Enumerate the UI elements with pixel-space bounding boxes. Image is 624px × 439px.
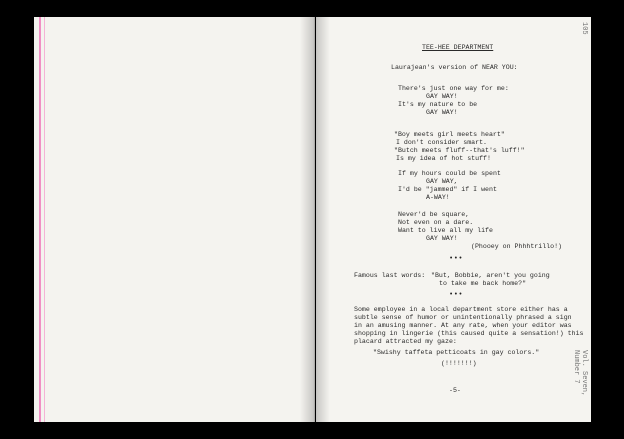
margin-note-bottom: Vol. Seven, Number 7 [572, 350, 588, 397]
verse-line: "Boy meets girl meets heart" [394, 131, 505, 138]
sign-quote: "Swishy taffeta petticoats in gay colors." [373, 349, 540, 356]
verse-line: GAY WAY! [426, 109, 458, 116]
right-page [316, 17, 591, 422]
verse-line: I don't consider smart. [396, 139, 488, 146]
pink-edge-line [39, 17, 41, 422]
exclamation-line: (!!!!!!!) [441, 360, 477, 367]
famous-label: Famous last words: [354, 272, 426, 279]
verse-line: If my hours could be spent [398, 170, 501, 177]
left-page [34, 17, 315, 422]
credit-line: (Phooey on Phhhtrillo!) [471, 243, 563, 250]
intro-line: Laurajean's version of NEAR YOU: [391, 64, 518, 71]
page-number: -5- [449, 387, 461, 394]
paragraph-line: shopping in lingerie (this caused quite a sensation!) this [354, 330, 584, 337]
verse-line: There's just one way for me: [398, 85, 509, 92]
paragraph-line: in an amusing manner. At any rate, when your editor was [354, 322, 572, 329]
margin-note-top: 105 [580, 22, 588, 35]
verse-line: Is my idea of hot stuff! [396, 155, 491, 162]
verse-line: A-WAY! [426, 194, 450, 201]
verse-line: GAY WAY, [426, 178, 458, 185]
verse-line: GAY WAY! [426, 93, 458, 100]
verse-line: GAY WAY! [426, 235, 458, 242]
section-title: TEE-HEE DEPARTMENT [422, 44, 494, 51]
separator-dots: ••• [449, 255, 464, 263]
separator-dots: ••• [449, 291, 464, 299]
paragraph-line: Some employee in a local department store either has a [354, 306, 568, 313]
paragraph-line: placard attracted my gaze: [354, 338, 457, 345]
verse-line: Want to live all my life [398, 227, 493, 234]
pink-edge-line-inner [44, 17, 45, 422]
verse-line: Never'd be square, [398, 211, 470, 218]
famous-quote-line: "But, Bobbie, aren't you going [431, 272, 550, 279]
verse-line: I'd be "jammed" if I went [398, 186, 497, 193]
verse-line: Not even on a dare. [398, 219, 474, 226]
famous-quote-line: to take me back home?" [439, 280, 527, 287]
page-content [316, 17, 591, 422]
paragraph-line: subtle sense of humor or unintentionally phrased a sign [354, 314, 572, 321]
verse-line: It's my nature to be [398, 101, 478, 108]
verse-line: "Butch meets fluff--that's luff!" [394, 147, 525, 154]
